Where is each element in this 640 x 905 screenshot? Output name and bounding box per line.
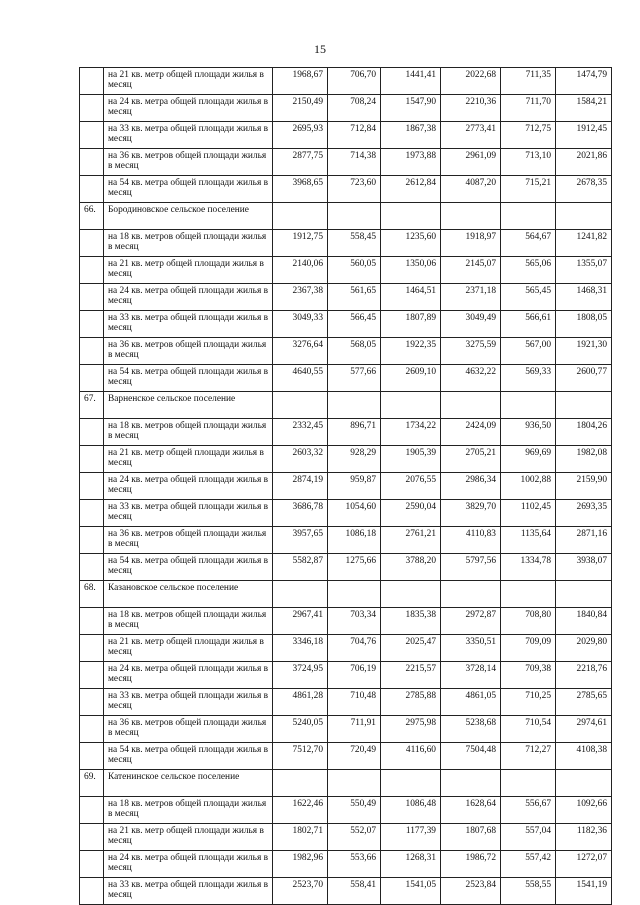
value-cell: 710,54 bbox=[501, 716, 556, 743]
norm-description: на 36 кв. метров общей площади жилья в месяц bbox=[104, 149, 273, 176]
value-cell: 2210,36 bbox=[441, 95, 501, 122]
value-cell: 711,70 bbox=[501, 95, 556, 122]
value-cell: 3728,14 bbox=[441, 662, 501, 689]
norm-description: на 24 кв. метра общей площади жилья в месяц bbox=[104, 95, 273, 122]
table-row bbox=[80, 149, 612, 176]
table-row bbox=[80, 473, 612, 500]
table-row bbox=[80, 122, 612, 149]
empty-cell bbox=[328, 770, 381, 797]
value-cell: 2974,61 bbox=[556, 716, 612, 743]
value-cell: 1468,31 bbox=[556, 284, 612, 311]
empty-cell bbox=[273, 392, 328, 419]
value-cell: 1973,88 bbox=[381, 149, 441, 176]
table-row bbox=[80, 419, 612, 446]
value-cell: 2590,04 bbox=[381, 500, 441, 527]
value-cell: 558,45 bbox=[328, 230, 381, 257]
value-cell: 3049,33 bbox=[273, 311, 328, 338]
settlement-header-row bbox=[80, 203, 612, 230]
value-cell: 710,25 bbox=[501, 689, 556, 716]
value-cell: 2785,65 bbox=[556, 689, 612, 716]
value-cell: 5797,56 bbox=[441, 554, 501, 581]
value-cell: 566,61 bbox=[501, 311, 556, 338]
value-cell: 1474,79 bbox=[556, 68, 612, 95]
value-cell: 1628,64 bbox=[441, 797, 501, 824]
value-cell: 713,10 bbox=[501, 149, 556, 176]
value-cell: 2600,77 bbox=[556, 365, 612, 392]
value-cell: 712,84 bbox=[328, 122, 381, 149]
value-cell: 1982,96 bbox=[273, 851, 328, 878]
value-cell: 2603,32 bbox=[273, 446, 328, 473]
value-cell: 2367,38 bbox=[273, 284, 328, 311]
empty-cell bbox=[273, 203, 328, 230]
value-cell: 3049,49 bbox=[441, 311, 501, 338]
value-cell: 3788,20 bbox=[381, 554, 441, 581]
value-cell: 1912,75 bbox=[273, 230, 328, 257]
norm-description: на 21 кв. метр общей площади жилья в месяц bbox=[104, 68, 273, 95]
settlement-header-row bbox=[80, 392, 612, 419]
table-row bbox=[80, 608, 612, 635]
norm-description: на 36 кв. метров общей площади жилья в месяц bbox=[104, 716, 273, 743]
tariff-table bbox=[79, 67, 612, 905]
value-cell: 969,69 bbox=[501, 446, 556, 473]
row-number-empty bbox=[80, 662, 104, 689]
empty-cell bbox=[381, 770, 441, 797]
value-cell: 1922,35 bbox=[381, 338, 441, 365]
row-number-empty bbox=[80, 554, 104, 581]
value-cell: 2972,87 bbox=[441, 608, 501, 635]
value-cell: 2871,16 bbox=[556, 527, 612, 554]
row-number-empty bbox=[80, 716, 104, 743]
norm-description: на 33 кв. метра общей площади жилья в месяц bbox=[104, 311, 273, 338]
value-cell: 1275,66 bbox=[328, 554, 381, 581]
value-cell: 936,50 bbox=[501, 419, 556, 446]
value-cell: 1334,78 bbox=[501, 554, 556, 581]
value-cell: 564,67 bbox=[501, 230, 556, 257]
value-cell: 2761,21 bbox=[381, 527, 441, 554]
value-cell: 1734,22 bbox=[381, 419, 441, 446]
value-cell: 2874,19 bbox=[273, 473, 328, 500]
value-cell: 2877,75 bbox=[273, 149, 328, 176]
value-cell: 896,71 bbox=[328, 419, 381, 446]
value-cell: 4110,83 bbox=[441, 527, 501, 554]
norm-description: на 54 кв. метра общей площади жилья в месяц bbox=[104, 554, 273, 581]
value-cell: 2332,45 bbox=[273, 419, 328, 446]
value-cell: 1464,51 bbox=[381, 284, 441, 311]
value-cell: 720,49 bbox=[328, 743, 381, 770]
row-number: 67. bbox=[80, 392, 104, 419]
norm-description: на 36 кв. метров общей площади жилья в месяц bbox=[104, 338, 273, 365]
value-cell: 3275,59 bbox=[441, 338, 501, 365]
value-cell: 550,49 bbox=[328, 797, 381, 824]
norm-description: на 21 кв. метр общей площади жилья в месяц bbox=[104, 635, 273, 662]
value-cell: 1086,18 bbox=[328, 527, 381, 554]
value-cell: 709,09 bbox=[501, 635, 556, 662]
norm-description: на 24 кв. метра общей площади жилья в месяц bbox=[104, 851, 273, 878]
value-cell: 1235,60 bbox=[381, 230, 441, 257]
row-number-empty bbox=[80, 689, 104, 716]
empty-cell bbox=[501, 581, 556, 608]
value-cell: 2022,68 bbox=[441, 68, 501, 95]
value-cell: 712,27 bbox=[501, 743, 556, 770]
value-cell: 558,41 bbox=[328, 878, 381, 905]
value-cell: 4861,05 bbox=[441, 689, 501, 716]
value-cell: 708,24 bbox=[328, 95, 381, 122]
value-cell: 3829,70 bbox=[441, 500, 501, 527]
value-cell: 2705,21 bbox=[441, 446, 501, 473]
value-cell: 1986,72 bbox=[441, 851, 501, 878]
value-cell: 1918,97 bbox=[441, 230, 501, 257]
value-cell: 568,05 bbox=[328, 338, 381, 365]
table-body bbox=[80, 68, 612, 905]
value-cell: 1441,41 bbox=[381, 68, 441, 95]
value-cell: 710,48 bbox=[328, 689, 381, 716]
value-cell: 565,45 bbox=[501, 284, 556, 311]
row-number-empty bbox=[80, 311, 104, 338]
row-number: 68. bbox=[80, 581, 104, 608]
value-cell: 567,00 bbox=[501, 338, 556, 365]
value-cell: 561,65 bbox=[328, 284, 381, 311]
value-cell: 714,38 bbox=[328, 149, 381, 176]
table-row bbox=[80, 797, 612, 824]
value-cell: 2612,84 bbox=[381, 176, 441, 203]
value-cell: 2021,86 bbox=[556, 149, 612, 176]
empty-cell bbox=[273, 770, 328, 797]
value-cell: 1177,39 bbox=[381, 824, 441, 851]
table-row bbox=[80, 527, 612, 554]
table-row bbox=[80, 716, 612, 743]
table-row bbox=[80, 689, 612, 716]
norm-description: на 54 кв. метра общей площади жилья в месяц bbox=[104, 743, 273, 770]
value-cell: 1912,45 bbox=[556, 122, 612, 149]
empty-cell bbox=[556, 203, 612, 230]
value-cell: 3346,18 bbox=[273, 635, 328, 662]
row-number-empty bbox=[80, 446, 104, 473]
value-cell: 1241,82 bbox=[556, 230, 612, 257]
value-cell: 4087,20 bbox=[441, 176, 501, 203]
row-number-empty bbox=[80, 797, 104, 824]
table-row bbox=[80, 824, 612, 851]
value-cell: 557,42 bbox=[501, 851, 556, 878]
empty-cell bbox=[381, 581, 441, 608]
norm-description: на 24 кв. метра общей площади жилья в месяц bbox=[104, 284, 273, 311]
norm-description: на 36 кв. метров общей площади жилья в месяц bbox=[104, 527, 273, 554]
empty-cell bbox=[381, 203, 441, 230]
empty-cell bbox=[328, 581, 381, 608]
value-cell: 3968,65 bbox=[273, 176, 328, 203]
page-number: 15 bbox=[314, 42, 326, 56]
value-cell: 1092,66 bbox=[556, 797, 612, 824]
value-cell: 1355,07 bbox=[556, 257, 612, 284]
value-cell: 2693,35 bbox=[556, 500, 612, 527]
row-number-empty bbox=[80, 257, 104, 284]
value-cell: 4116,60 bbox=[381, 743, 441, 770]
settlement-name: Варненское сельское поселение bbox=[104, 392, 273, 419]
table-row bbox=[80, 230, 612, 257]
row-number-empty bbox=[80, 824, 104, 851]
empty-cell bbox=[441, 392, 501, 419]
table-row bbox=[80, 365, 612, 392]
row-number-empty bbox=[80, 743, 104, 770]
value-cell: 569,33 bbox=[501, 365, 556, 392]
value-cell: 7512,70 bbox=[273, 743, 328, 770]
value-cell: 1272,07 bbox=[556, 851, 612, 878]
norm-description: на 21 кв. метр общей площади жилья в месяц bbox=[104, 824, 273, 851]
empty-cell bbox=[328, 203, 381, 230]
value-cell: 1002,88 bbox=[501, 473, 556, 500]
norm-description: на 18 кв. метров общей площади жилья в месяц bbox=[104, 419, 273, 446]
row-number-empty bbox=[80, 527, 104, 554]
empty-cell bbox=[556, 392, 612, 419]
norm-description: на 21 кв. метр общей площади жилья в месяц bbox=[104, 446, 273, 473]
value-cell: 3724,95 bbox=[273, 662, 328, 689]
value-cell: 2975,98 bbox=[381, 716, 441, 743]
norm-description: на 33 кв. метра общей площади жилья в месяц bbox=[104, 122, 273, 149]
table-row bbox=[80, 878, 612, 905]
value-cell: 1835,38 bbox=[381, 608, 441, 635]
row-number: 69. bbox=[80, 770, 104, 797]
value-cell: 712,75 bbox=[501, 122, 556, 149]
value-cell: 577,66 bbox=[328, 365, 381, 392]
empty-cell bbox=[328, 392, 381, 419]
value-cell: 4861,28 bbox=[273, 689, 328, 716]
empty-cell bbox=[556, 770, 612, 797]
value-cell: 1921,30 bbox=[556, 338, 612, 365]
row-number-empty bbox=[80, 176, 104, 203]
value-cell: 4632,22 bbox=[441, 365, 501, 392]
norm-description: на 18 кв. метров общей площади жилья в месяц bbox=[104, 608, 273, 635]
row-number-empty bbox=[80, 68, 104, 95]
value-cell: 1807,89 bbox=[381, 311, 441, 338]
value-cell: 2159,90 bbox=[556, 473, 612, 500]
value-cell: 553,66 bbox=[328, 851, 381, 878]
norm-description: на 33 кв. метра общей площади жилья в месяц bbox=[104, 689, 273, 716]
value-cell: 5240,05 bbox=[273, 716, 328, 743]
value-cell: 928,29 bbox=[328, 446, 381, 473]
value-cell: 5582,87 bbox=[273, 554, 328, 581]
value-cell: 704,76 bbox=[328, 635, 381, 662]
value-cell: 1541,19 bbox=[556, 878, 612, 905]
value-cell: 2785,88 bbox=[381, 689, 441, 716]
value-cell: 3957,65 bbox=[273, 527, 328, 554]
value-cell: 706,19 bbox=[328, 662, 381, 689]
value-cell: 2025,47 bbox=[381, 635, 441, 662]
row-number-empty bbox=[80, 608, 104, 635]
value-cell: 2076,55 bbox=[381, 473, 441, 500]
value-cell: 1135,64 bbox=[501, 527, 556, 554]
empty-cell bbox=[441, 770, 501, 797]
settlement-header-row bbox=[80, 770, 612, 797]
value-cell: 1807,68 bbox=[441, 824, 501, 851]
row-number-empty bbox=[80, 95, 104, 122]
empty-cell bbox=[381, 392, 441, 419]
norm-description: на 33 кв. метра общей площади жилья в месяц bbox=[104, 878, 273, 905]
value-cell: 566,45 bbox=[328, 311, 381, 338]
empty-cell bbox=[441, 581, 501, 608]
value-cell: 1802,71 bbox=[273, 824, 328, 851]
value-cell: 2218,76 bbox=[556, 662, 612, 689]
table-row bbox=[80, 635, 612, 662]
value-cell: 1102,45 bbox=[501, 500, 556, 527]
value-cell: 565,06 bbox=[501, 257, 556, 284]
value-cell: 2424,09 bbox=[441, 419, 501, 446]
value-cell: 2523,84 bbox=[441, 878, 501, 905]
value-cell: 1182,36 bbox=[556, 824, 612, 851]
norm-description: на 18 кв. метров общей площади жилья в месяц bbox=[104, 797, 273, 824]
value-cell: 3938,07 bbox=[556, 554, 612, 581]
row-number-empty bbox=[80, 878, 104, 905]
value-cell: 3686,78 bbox=[273, 500, 328, 527]
value-cell: 2609,10 bbox=[381, 365, 441, 392]
table-row bbox=[80, 68, 612, 95]
norm-description: на 24 кв. метра общей площади жилья в месяц bbox=[104, 662, 273, 689]
value-cell: 2371,18 bbox=[441, 284, 501, 311]
value-cell: 1867,38 bbox=[381, 122, 441, 149]
value-cell: 706,70 bbox=[328, 68, 381, 95]
value-cell: 1350,06 bbox=[381, 257, 441, 284]
settlement-name: Казановское сельское поселение bbox=[104, 581, 273, 608]
table-row bbox=[80, 176, 612, 203]
value-cell: 1808,05 bbox=[556, 311, 612, 338]
row-number-empty bbox=[80, 338, 104, 365]
table-row bbox=[80, 743, 612, 770]
value-cell: 556,67 bbox=[501, 797, 556, 824]
value-cell: 3350,51 bbox=[441, 635, 501, 662]
value-cell: 709,38 bbox=[501, 662, 556, 689]
settlement-name: Бородиновское сельское поселение bbox=[104, 203, 273, 230]
value-cell: 2523,70 bbox=[273, 878, 328, 905]
value-cell: 2986,34 bbox=[441, 473, 501, 500]
empty-cell bbox=[501, 770, 556, 797]
row-number-empty bbox=[80, 149, 104, 176]
norm-description: на 54 кв. метра общей площади жилья в месяц bbox=[104, 176, 273, 203]
value-cell: 552,07 bbox=[328, 824, 381, 851]
value-cell: 703,34 bbox=[328, 608, 381, 635]
value-cell: 2215,57 bbox=[381, 662, 441, 689]
norm-description: на 54 кв. метра общей площади жилья в месяц bbox=[104, 365, 273, 392]
row-number-empty bbox=[80, 365, 104, 392]
value-cell: 1547,90 bbox=[381, 95, 441, 122]
table-row bbox=[80, 257, 612, 284]
value-cell: 2961,09 bbox=[441, 149, 501, 176]
norm-description: на 21 кв. метр общей площади жилья в месяц bbox=[104, 257, 273, 284]
value-cell: 557,04 bbox=[501, 824, 556, 851]
table-row bbox=[80, 446, 612, 473]
value-cell: 7504,48 bbox=[441, 743, 501, 770]
value-cell: 1905,39 bbox=[381, 446, 441, 473]
value-cell: 959,87 bbox=[328, 473, 381, 500]
norm-description: на 24 кв. метра общей площади жилья в месяц bbox=[104, 473, 273, 500]
value-cell: 2678,35 bbox=[556, 176, 612, 203]
row-number-empty bbox=[80, 284, 104, 311]
value-cell: 1968,67 bbox=[273, 68, 328, 95]
value-cell: 1054,60 bbox=[328, 500, 381, 527]
value-cell: 1840,84 bbox=[556, 608, 612, 635]
value-cell: 711,35 bbox=[501, 68, 556, 95]
row-number-empty bbox=[80, 122, 104, 149]
value-cell: 1086,48 bbox=[381, 797, 441, 824]
table-row bbox=[80, 95, 612, 122]
value-cell: 2145,07 bbox=[441, 257, 501, 284]
value-cell: 1584,21 bbox=[556, 95, 612, 122]
empty-cell bbox=[441, 203, 501, 230]
value-cell: 2695,93 bbox=[273, 122, 328, 149]
row-number-empty bbox=[80, 500, 104, 527]
value-cell: 2140,06 bbox=[273, 257, 328, 284]
value-cell: 5238,68 bbox=[441, 716, 501, 743]
value-cell: 1982,08 bbox=[556, 446, 612, 473]
value-cell: 560,05 bbox=[328, 257, 381, 284]
value-cell: 708,80 bbox=[501, 608, 556, 635]
table-row bbox=[80, 311, 612, 338]
value-cell: 1541,05 bbox=[381, 878, 441, 905]
value-cell: 2029,80 bbox=[556, 635, 612, 662]
table-row bbox=[80, 284, 612, 311]
value-cell: 2773,41 bbox=[441, 122, 501, 149]
settlement-name: Катенинское сельское поселение bbox=[104, 770, 273, 797]
value-cell: 2150,49 bbox=[273, 95, 328, 122]
value-cell: 715,21 bbox=[501, 176, 556, 203]
empty-cell bbox=[273, 581, 328, 608]
value-cell: 558,55 bbox=[501, 878, 556, 905]
value-cell: 1804,26 bbox=[556, 419, 612, 446]
value-cell: 1622,46 bbox=[273, 797, 328, 824]
value-cell: 2967,41 bbox=[273, 608, 328, 635]
value-cell: 723,60 bbox=[328, 176, 381, 203]
table-row bbox=[80, 662, 612, 689]
norm-description: на 18 кв. метров общей площади жилья в месяц bbox=[104, 230, 273, 257]
settlement-header-row bbox=[80, 581, 612, 608]
table-row bbox=[80, 851, 612, 878]
value-cell: 4108,38 bbox=[556, 743, 612, 770]
row-number-empty bbox=[80, 635, 104, 662]
row-number-empty bbox=[80, 851, 104, 878]
row-number: 66. bbox=[80, 203, 104, 230]
value-cell: 4640,55 bbox=[273, 365, 328, 392]
empty-cell bbox=[501, 203, 556, 230]
value-cell: 711,91 bbox=[328, 716, 381, 743]
table-row bbox=[80, 554, 612, 581]
empty-cell bbox=[556, 581, 612, 608]
row-number-empty bbox=[80, 473, 104, 500]
table-row bbox=[80, 338, 612, 365]
value-cell: 3276,64 bbox=[273, 338, 328, 365]
row-number-empty bbox=[80, 419, 104, 446]
row-number-empty bbox=[80, 230, 104, 257]
norm-description: на 33 кв. метра общей площади жилья в месяц bbox=[104, 500, 273, 527]
value-cell: 1268,31 bbox=[381, 851, 441, 878]
empty-cell bbox=[501, 392, 556, 419]
table-row bbox=[80, 500, 612, 527]
